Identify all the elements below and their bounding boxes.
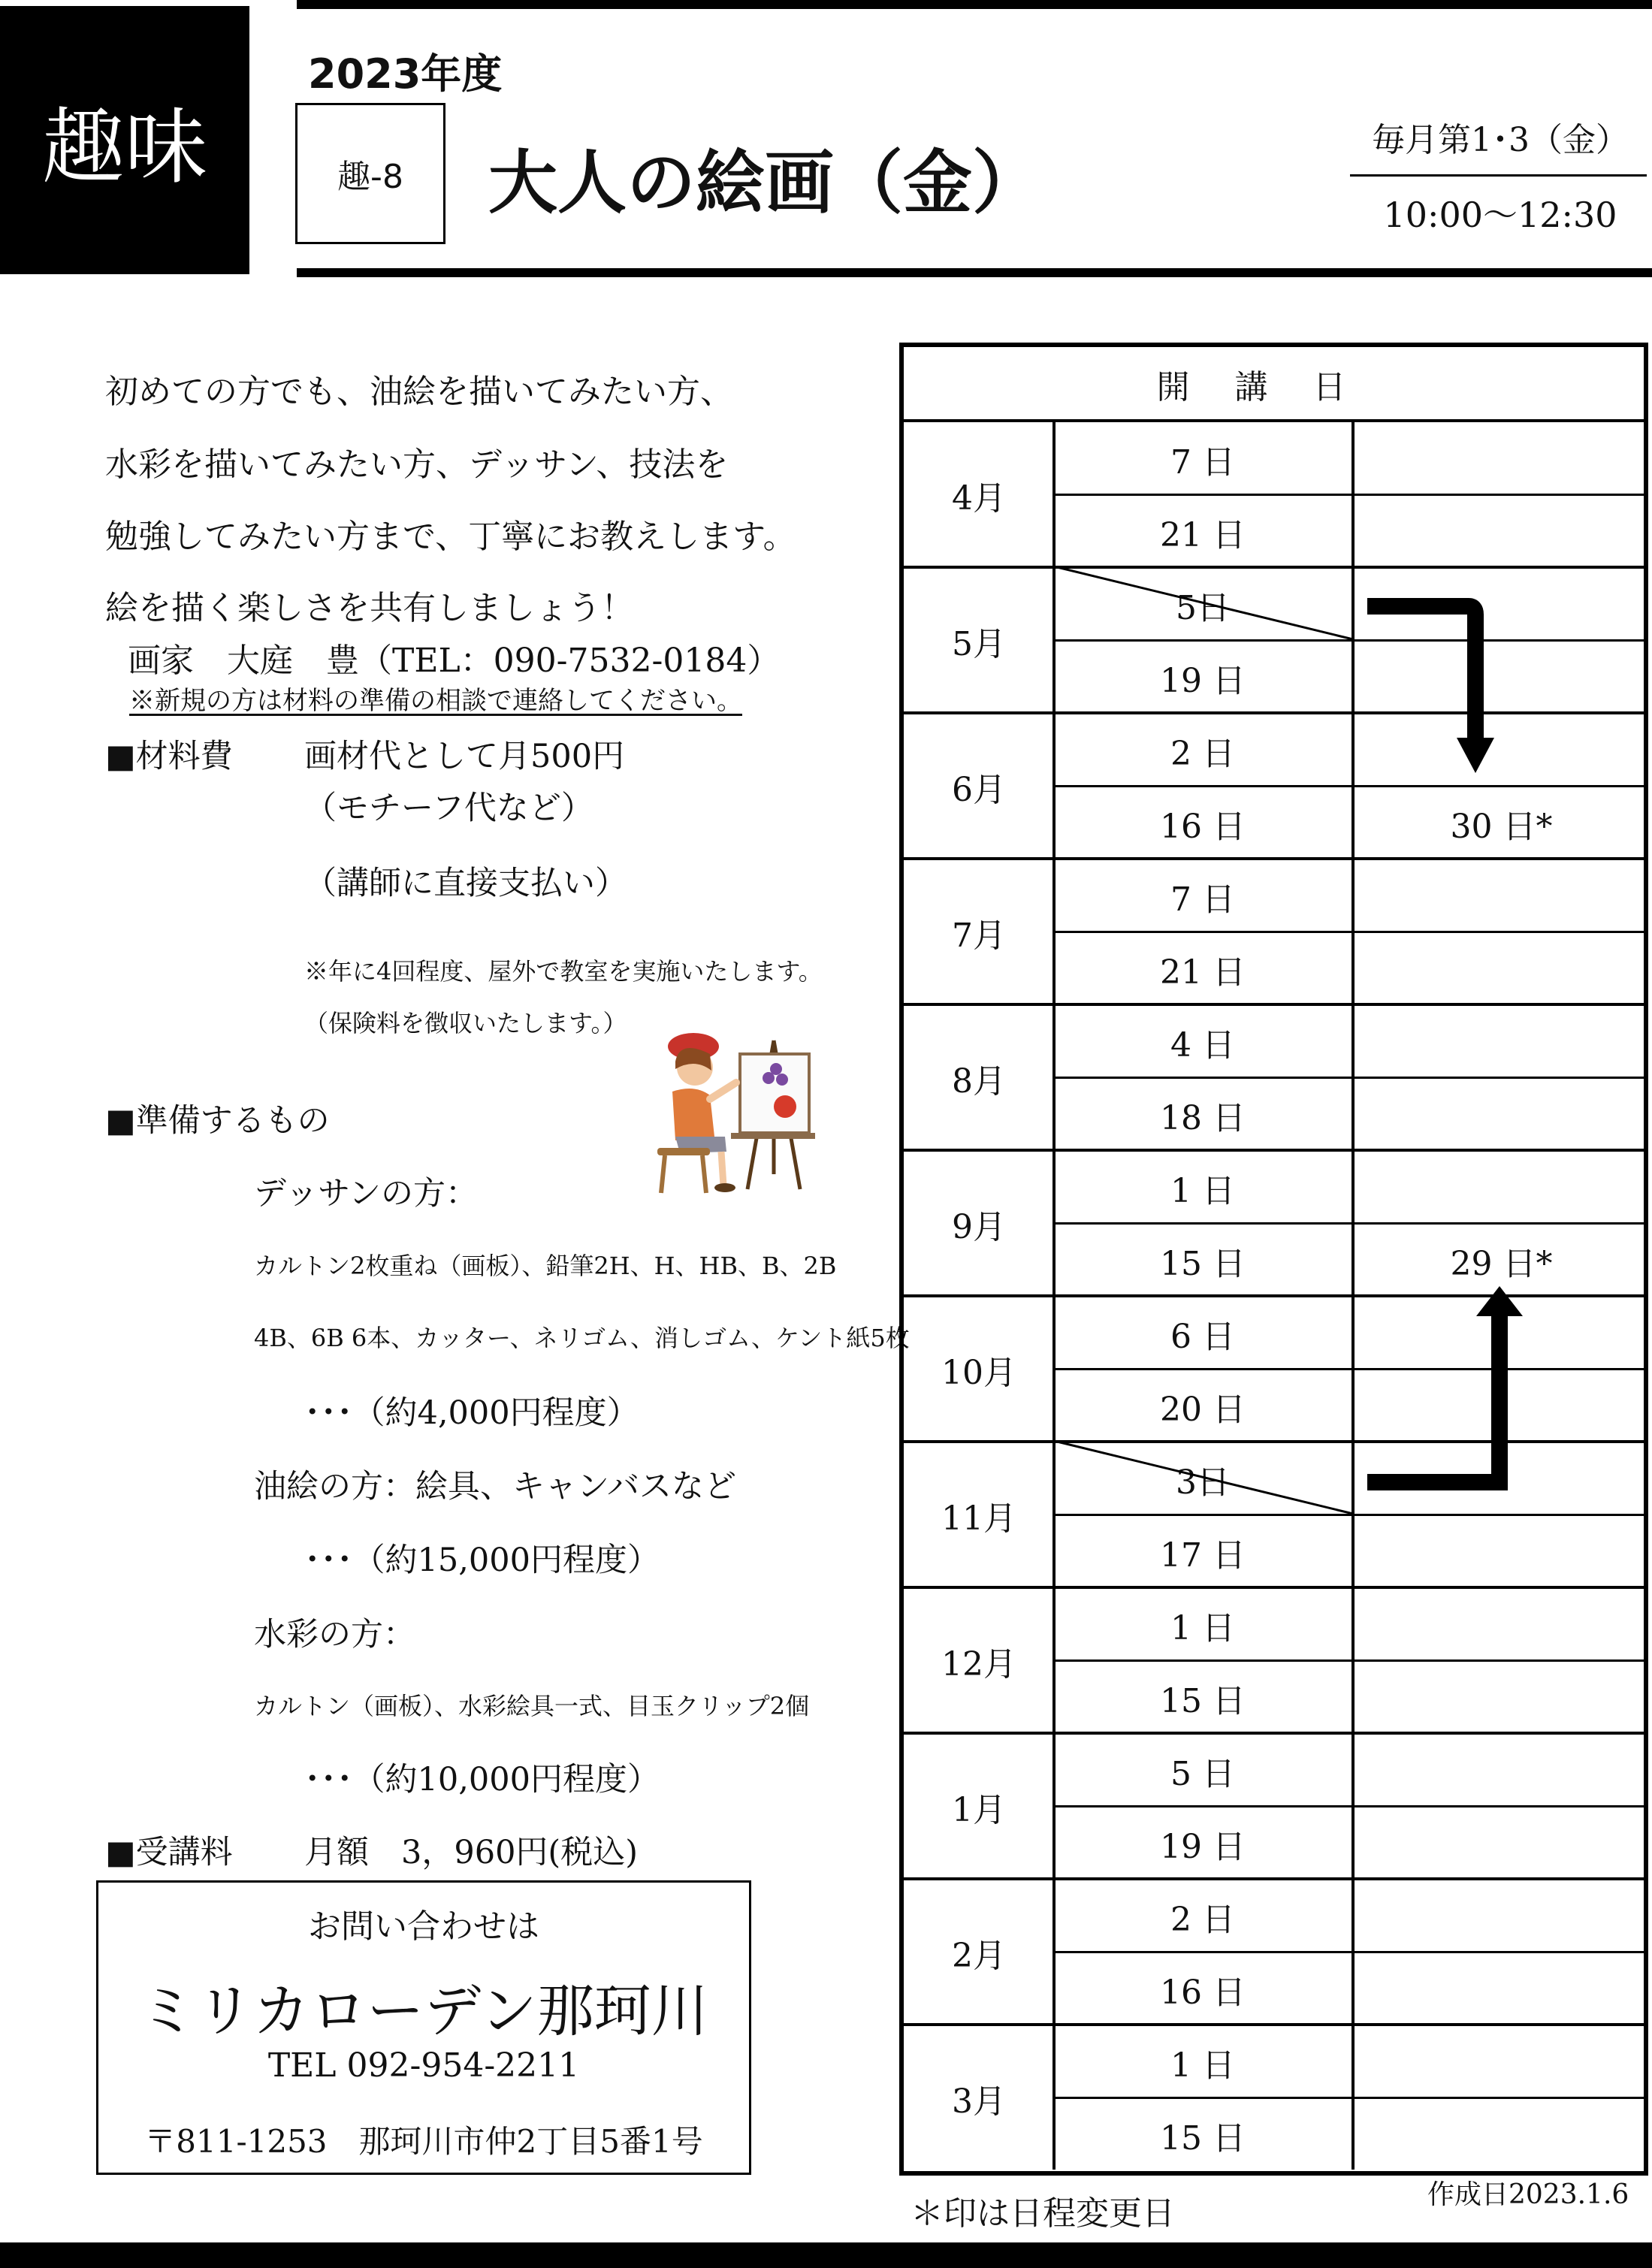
materials-fee-label: ■材料費: [105, 738, 233, 775]
class-day: 6 日: [1170, 1317, 1235, 1356]
table-header: 開講日: [1156, 368, 1391, 406]
class-day: 16 日: [1160, 1973, 1246, 2012]
instructor-contact: 画家 大庭 豊（TEL：090-7532-0184）: [128, 642, 781, 680]
class-day: 5 日: [1170, 1754, 1235, 1793]
month-label: 2月: [952, 1937, 1006, 1975]
month-label: 11月: [941, 1499, 1016, 1538]
tuition-value: 月額 3，960円(税込): [304, 1834, 638, 1871]
tuition-label: ■受講料: [105, 1834, 233, 1871]
class-day: 1 日: [1170, 1171, 1235, 1210]
dessin-items-2: 4B、6B 6本、カッター、ネリゴム、消しゴム、ケント紙5枚: [254, 1324, 910, 1352]
class-day: 2 日: [1170, 734, 1235, 773]
changed-day: 30 日*: [1450, 807, 1553, 846]
footnote: ＊印は日程変更日: [911, 2194, 1175, 2233]
schedule-divider: [1350, 174, 1647, 177]
description-line-4: 絵を描く楽しさを共有しましょう！: [105, 589, 634, 627]
materials-fee-value: 画材代として月500円: [304, 738, 625, 775]
footer-bar: [0, 2242, 1652, 2268]
month-label: 6月: [952, 771, 1006, 809]
month-label: 9月: [952, 1208, 1006, 1246]
dessin-items-1: カルトン2枚重ね（画板）、鉛筆2H、H、HB、B、2B: [254, 1252, 837, 1280]
month-label: 5月: [952, 625, 1006, 663]
month-label: 4月: [952, 479, 1006, 518]
materials-fee-detail-1: （モチーフ代など）: [304, 790, 593, 827]
schedule-change-overlay: [904, 347, 1644, 2171]
oil-label: 油絵の方：絵具、キャンバスなど: [254, 1468, 736, 1505]
class-day: 21 日: [1160, 515, 1246, 554]
new-student-note: ※新規の方は材料の準備の相談で連絡してください。: [129, 686, 742, 716]
month-label: 1月: [952, 1791, 1006, 1829]
class-day: 7 日: [1170, 880, 1235, 919]
course-code: 趣-8: [295, 103, 445, 244]
class-day: 15 日: [1160, 1244, 1246, 1283]
painter-illustration: [642, 1024, 815, 1197]
class-day: 17 日: [1160, 1536, 1246, 1575]
class-day: 2 日: [1170, 1900, 1235, 1939]
class-day: 1 日: [1170, 1608, 1235, 1647]
schedule-table: [899, 343, 1648, 2176]
month-label: 3月: [952, 2082, 1006, 2121]
header-top-rule: [297, 0, 1652, 9]
category-badge: 趣味: [0, 6, 249, 274]
class-day: 4 日: [1170, 1025, 1235, 1065]
changed-day: 29 日*: [1450, 1244, 1553, 1283]
description-line-3: 勉強してみたい方まで、丁寧にお教えします。: [105, 518, 796, 556]
insurance-note: （保険料を徴収いたします。）: [304, 1009, 627, 1037]
description-line-1: 初めての方でも、油絵を描いてみたい方、: [105, 373, 733, 411]
description-line-2: 水彩を描いてみたい方、デッサン、技法を: [105, 445, 729, 484]
course-title: 大人の絵画（金）: [488, 143, 1042, 223]
class-day: 15 日: [1160, 1681, 1246, 1720]
contact-tel: TEL 092-954-2211: [267, 2046, 580, 2085]
class-day: 19 日: [1160, 661, 1246, 700]
class-day: 7 日: [1170, 442, 1235, 482]
class-day: 5日: [1176, 588, 1230, 627]
outdoor-class-note: ※年に4回程度、屋外で教室を実施いたします。: [304, 957, 823, 986]
dessin-label: デッサンの方：: [254, 1175, 478, 1213]
reschedule-arrow-head: [1476, 1286, 1523, 1316]
class-day: 18 日: [1160, 1098, 1246, 1137]
class-day: 19 日: [1160, 1827, 1246, 1866]
watercolor-items: カルトン（画板）、水彩絵具一式、目玉クリップ2個: [254, 1692, 810, 1720]
contact-venue-name: ミリカローデン那珂川: [139, 1977, 708, 2044]
class-day: 20 日: [1160, 1390, 1246, 1429]
watercolor-cost: ･･･（約10,000円程度）: [304, 1761, 660, 1798]
month-label: 7月: [952, 917, 1006, 955]
class-day: 21 日: [1160, 953, 1246, 992]
class-day: 15 日: [1160, 2119, 1246, 2158]
reschedule-arrow-shaft: [1367, 1315, 1499, 1482]
dessin-cost: ･･･（約4,000円程度）: [304, 1394, 639, 1432]
cancelled-strike-line: [1054, 566, 1353, 639]
oil-cost: ･･･（約15,000円程度）: [304, 1542, 660, 1579]
contact-address: 〒811-1253 那珂川市仲2丁目5番1号: [144, 2123, 703, 2160]
preparation-label: ■準備するもの: [105, 1102, 330, 1140]
cancelled-strike-line: [1054, 1441, 1353, 1514]
materials-fee-detail-2: （講師に直接支払い）: [304, 865, 627, 902]
header-bottom-rule: [297, 268, 1652, 277]
class-day: 3日: [1176, 1463, 1230, 1502]
class-day: 16 日: [1160, 807, 1246, 846]
fiscal-year: 2023年度: [308, 50, 503, 98]
month-label: 8月: [952, 1062, 1006, 1101]
watercolor-label: 水彩の方：: [254, 1616, 415, 1653]
month-label: 12月: [941, 1645, 1016, 1684]
reschedule-arrow-head: [1457, 738, 1494, 773]
created-date: 作成日2023.1.6: [1427, 2179, 1629, 2210]
reschedule-arrow-shaft: [1367, 606, 1475, 738]
contact-heading: お問い合わせは: [308, 1907, 539, 1946]
class-day: 1 日: [1170, 2046, 1235, 2085]
schedule-time: 10:00～12:30: [1383, 195, 1617, 235]
schedule-days: 毎月第1･3（金）: [1372, 121, 1629, 159]
month-label: 10月: [941, 1354, 1016, 1392]
contact-box: [96, 1880, 751, 2175]
